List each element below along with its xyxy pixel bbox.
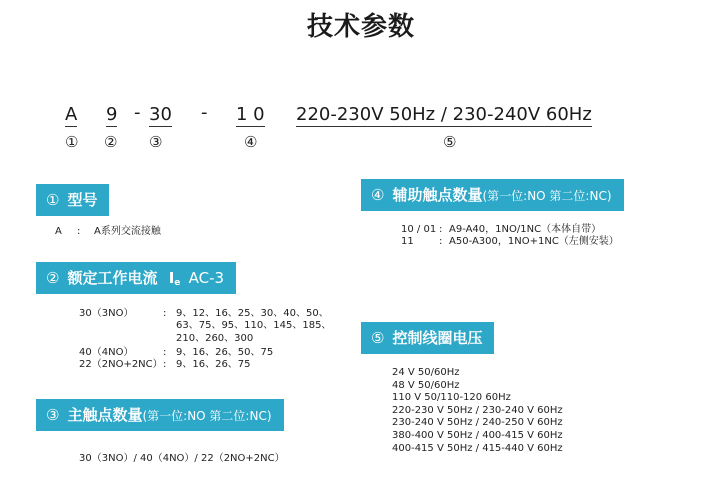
coil-voltage-item: 110 V 50/110-120 60Hz [392, 392, 511, 404]
code-current: 9 [106, 104, 118, 125]
rated-current-key: 40（4NO） [79, 347, 134, 358]
section-number: ① [46, 191, 60, 209]
rated-current-key: 22（2NO+2NC） [79, 359, 163, 370]
model-sep: : [77, 226, 81, 237]
rated-current-key: 30（3NO） [79, 308, 134, 319]
code-index-1: ① [65, 133, 79, 151]
code-index-4: ④ [244, 133, 258, 151]
code-dash-2: - [201, 102, 208, 123]
section-note: (第一位:NO 第二位:NC) [482, 189, 612, 203]
coil-voltage-item: 220-230 V 50Hz / 230-240 V 60Hz [392, 404, 563, 416]
current-subscript: e [174, 278, 181, 288]
section-header-rated-current [36, 262, 236, 294]
section-header-aux-contacts [361, 179, 624, 211]
section-title: 额定工作电流 [67, 269, 158, 287]
current-symbol: I [168, 269, 175, 287]
aux-contacts-value: A9-A40，1NO/1NC（本体自带） [449, 224, 602, 235]
model-value: A系列交流接触 [94, 226, 161, 237]
coil-voltage-item: 24 V 50/60Hz [392, 367, 460, 378]
aux-contacts-sep: : [439, 224, 443, 235]
rated-current-sep: : [163, 308, 167, 319]
aux-contacts-sep: : [439, 236, 443, 247]
page-title: 技术参数 [306, 12, 415, 42]
utilization-category: AC-3 [188, 269, 225, 287]
section-number: ④ [371, 186, 385, 204]
rated-current-line: 210、260、300 [176, 332, 254, 344]
section-title: 型号 [67, 191, 98, 209]
section-number: ② [46, 269, 60, 287]
code-series: A [65, 104, 78, 125]
aux-contacts-key: 11 [401, 236, 414, 247]
rated-current-line: 63、75、95、110、145、185、 [176, 320, 332, 332]
aux-contacts-key: 10 / 01 [401, 224, 437, 235]
aux-contacts-value: A50-A300，1NO+1NC（左侧安装） [449, 236, 619, 247]
code-dash-1: - [134, 102, 141, 123]
coil-voltage-item: 230-240 V 50Hz / 240-250 V 60Hz [392, 417, 563, 429]
rated-current-line: 9、12、16、25、30、40、50、 [176, 308, 329, 319]
section-number: ⑤ [371, 329, 385, 347]
rated-current-line: 9、16、26、75 [176, 359, 251, 370]
code-index-2: ② [104, 133, 118, 151]
section-header-coil-voltage [361, 322, 494, 354]
rated-current-values [176, 308, 331, 345]
coil-voltage-item: 400-415 V 50Hz / 415-440 V 60Hz [392, 442, 563, 454]
rated-current-line: 9、16、26、50、75 [176, 347, 274, 358]
main-contacts-text: 30（3NO）/ 40（4NO）/ 22（2NO+2NC） [79, 453, 285, 464]
coil-voltage-list [392, 367, 563, 455]
model-key: A [55, 226, 62, 237]
coil-voltage-item: 380-400 V 50Hz / 400-415 V 60Hz [392, 429, 563, 441]
code-index-3: ③ [149, 133, 163, 151]
coil-voltage-item: 48 V 50/60Hz [392, 379, 460, 391]
section-header-main-contacts [36, 399, 284, 431]
code-aux-contacts: 1 0 [236, 104, 265, 125]
section-title: 控制线圈电压 [392, 329, 483, 347]
code-index-5: ⑤ [443, 133, 457, 151]
section-title: 主触点数量 [67, 406, 143, 424]
rated-current-sep: : [163, 359, 167, 370]
section-number: ③ [46, 406, 60, 424]
code-coil-voltage: 220-230V 50Hz / 230-240V 60Hz [296, 104, 592, 125]
section-header-model [36, 184, 109, 216]
section-title: 辅助触点数量 [392, 186, 483, 204]
rated-current-sep: : [163, 347, 167, 358]
code-main-contacts: 30 [149, 104, 172, 125]
section-note: (第一位:NO 第二位:NC) [142, 409, 272, 423]
